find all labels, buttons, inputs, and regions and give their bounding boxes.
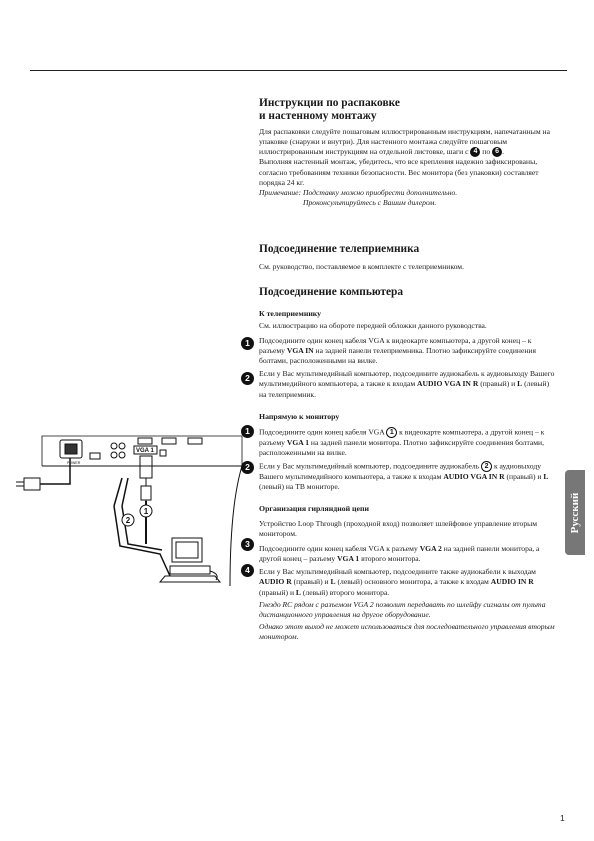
section-unpacking xyxy=(259,97,557,208)
step-number: 3 xyxy=(241,538,254,551)
intro-text: См. иллюстрацию на обороте передней обложки данного руководства. xyxy=(259,321,487,330)
instruction-item: Подсоедините один конец кабеля VGA 1 к видеокарте компьютера, а другой конец – к разъему VGA 1 на задней панели монитора. Плотно зафиксируйте соединения болтами, расположенными на вилке. xyxy=(259,427,545,458)
vga2-port xyxy=(162,438,176,444)
instruction-item: Если у Вас мультимедийный компьютер, подсоедините аудиокабель 2 к аудиовыходу Вашего мультимедийного компьютера, а также к входам AUDIO VGA IN R (правый) и L (левый) на ТВ мониторе. xyxy=(259,461,549,492)
unpacking-text: Для распаковки следуйте пошаговым иллюстрированным инструкциям, напечатанным на упаковке (снаружи и внутри). Для настенного монтажа следуйте пошаговым иллюстрированным инструкциям на отдельной листовке, шаги с 4 по 6 . xyxy=(259,127,550,157)
section-title-unpacking: Инструкции по распаковке и настенному монтажу xyxy=(259,97,400,122)
page-number: 1 xyxy=(560,813,565,823)
callout-icon: 1 xyxy=(386,427,397,438)
section-tv-receiver xyxy=(259,243,557,272)
step-number: 4 xyxy=(241,564,254,577)
vga-label: VGA 1 xyxy=(136,448,154,454)
note: Проконсультируйтесь с Вашим дилером. xyxy=(303,197,437,207)
connection-diagram xyxy=(10,426,244,586)
instruction-item: Подсоедините один конец кабеля VGA к видеокарте компьютера, а другой конец – к разъему VGA IN на задней панели телеприемника. Плотно зафиксируйте соединения болтами, расположенными на вилке. xyxy=(259,336,536,366)
step-number: 2 xyxy=(241,461,254,474)
instruction-item: Если у Вас мультимедийный компьютер, подсоедините аудиокабель к аудиовыходу Вашего мультимедийного компьютера, а также к входам AUDIO VGA IN R (правый) и L (левый) на телеприемник. xyxy=(259,369,555,399)
instruction-item: Подсоедините один конец кабеля VGA к разъему VGA 2 на задней панели монитора, а другой конец – разъему VGA 1 второго монитора. xyxy=(259,544,540,564)
instruction-item: Если у Вас мультимедийный компьютер, подсоедините также аудиокабели к выходам AUDIO R (правый) и L (левый) основного монитора, а также к входам AUDIO IN R (правый) и L (левый) второго монитора. xyxy=(259,567,536,597)
step-icon: 4 xyxy=(470,147,480,157)
note: Однако этот выход не может использоваться для последовательного управления вторым монитором. xyxy=(259,621,555,641)
subsection-title: Организация гирляндной цепи xyxy=(259,504,369,513)
vga-connector xyxy=(140,456,152,478)
tv-text: См. руководство, поставляемое в комплекте с телеприемником. xyxy=(259,262,465,271)
step-number: 1 xyxy=(241,425,254,438)
step-number: 1 xyxy=(241,337,254,350)
step-number: 2 xyxy=(241,372,254,385)
step-icon: 6 xyxy=(492,147,502,157)
wall-mount-text: Выполняя настенный монтаж, убедитесь, что все крепления надежно зафиксированы, согласно требованиям техники безопасности. Вес монитора (без упаковки) составляет порядка 24 кг. xyxy=(259,157,539,187)
power-cable xyxy=(40,458,70,484)
subsection-daisy-chain xyxy=(259,504,557,642)
section-computer xyxy=(259,286,557,299)
subsection-to-tv xyxy=(259,309,557,400)
callout-1-label: 1 xyxy=(143,507,149,516)
vga1-port xyxy=(138,438,152,444)
language-tab: Русский xyxy=(565,470,585,555)
subsection-title: Напрямую к монитору xyxy=(259,412,340,421)
section-title-tv: Подсоединение телеприемника xyxy=(259,243,420,255)
subsection-title: К телеприемнику xyxy=(259,309,322,318)
intro-text: Устройство Loop Through (проходной вход) позволяет шлейфовое управление вторым монитором. xyxy=(259,519,538,539)
note: Гнездо RC рядом с разъемом VGA 2 позволит передавать по шлейфу сигналы от пульта дистанционного управления на другое оборудование. xyxy=(259,599,546,619)
subsection-direct-monitor xyxy=(259,412,557,492)
callout-icon: 2 xyxy=(481,461,492,472)
top-rule xyxy=(30,70,567,71)
section-title-computer: Подсоединение компьютера xyxy=(259,286,404,298)
note: Примечание: Подставку можно приобрести дополнительно. xyxy=(259,187,458,197)
callout-2-label: 2 xyxy=(125,516,131,525)
monitor-back-outline xyxy=(42,466,242,586)
power-label: POWER xyxy=(67,461,81,465)
